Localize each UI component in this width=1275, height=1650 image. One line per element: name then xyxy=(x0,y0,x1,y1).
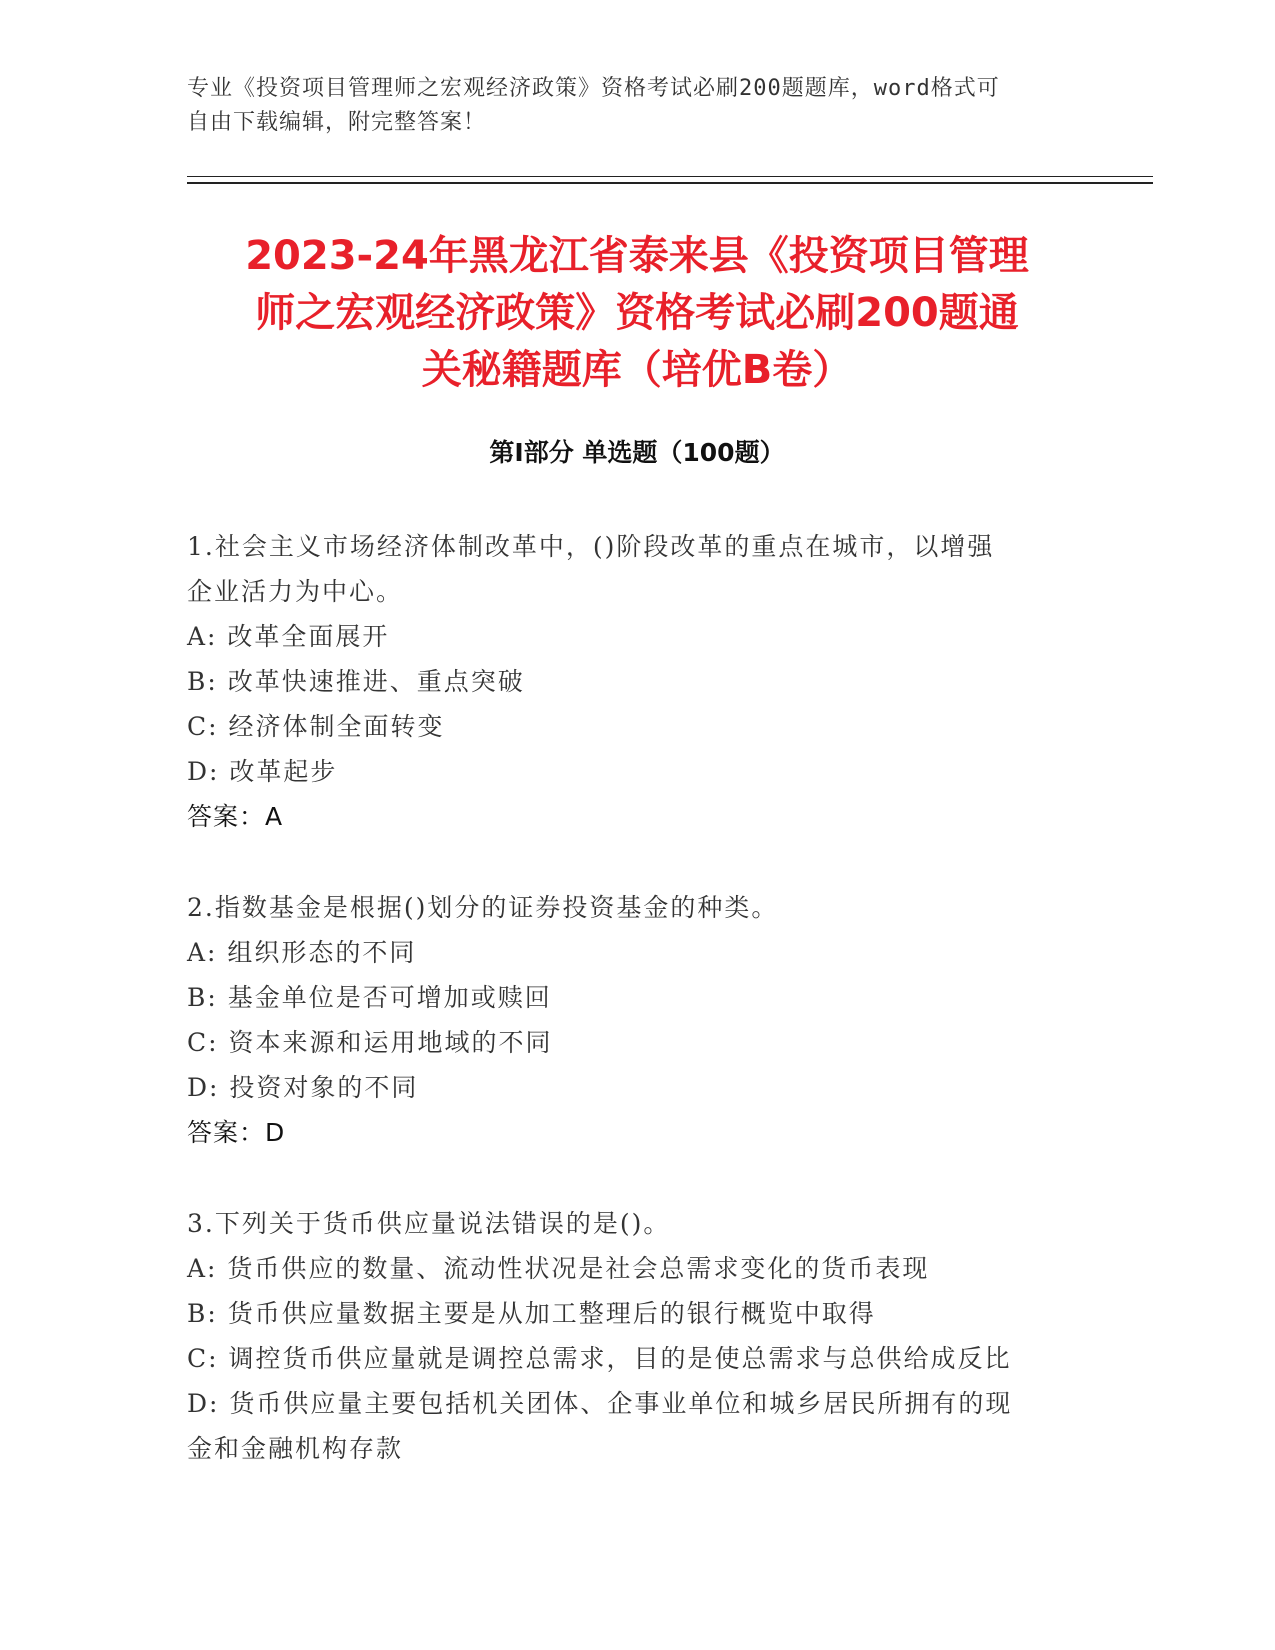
option-b: B: 改革快速推进、重点突破 xyxy=(187,667,525,696)
question-item xyxy=(187,885,1067,1155)
question-item xyxy=(187,524,1067,839)
header-note-line-1: 专业《投资项目管理师之宏观经济政策》资格考试必刷200题题库，word格式可 xyxy=(187,76,1000,101)
section-heading: 第Ⅰ部分 单选题（100题） xyxy=(489,438,785,467)
answer-line: 答案：D xyxy=(187,1118,286,1147)
option-a: A: 组织形态的不同 xyxy=(187,938,417,967)
header-note-line-2: 自由下载编辑，附完整答案！ xyxy=(187,110,487,135)
option-c: C: 经济体制全面转变 xyxy=(187,712,445,741)
answer-line: 答案：A xyxy=(187,802,284,831)
option-d: D: 货币供应量主要包括机关团体、企事业单位和城乡居民所拥有的现 xyxy=(187,1389,1013,1418)
option-a: A: 改革全面展开 xyxy=(187,622,390,651)
header-divider-bottom xyxy=(187,182,1153,184)
document-title-line-2: 师之宏观经济政策》资格考试必刷200题通 xyxy=(255,290,1019,336)
option-b: B: 基金单位是否可增加或赎回 xyxy=(187,983,552,1012)
option-c: C: 资本来源和运用地域的不同 xyxy=(187,1028,553,1057)
document-title-line-1: 2023-24年黑龙江省泰来县《投资项目管理 xyxy=(245,233,1029,279)
question-list xyxy=(187,524,1067,1517)
option-d: D: 投资对象的不同 xyxy=(187,1073,419,1102)
header-divider-top xyxy=(187,176,1153,177)
option-b: B: 货币供应量数据主要是从加工整理后的银行概览中取得 xyxy=(187,1299,876,1328)
option-d: D: 改革起步 xyxy=(187,757,338,786)
document-title-line-3: 关秘籍题库（培优B卷） xyxy=(421,347,853,393)
option-d-continued: 金和金融机构存款 xyxy=(187,1434,404,1463)
question-stem: 1.社会主义市场经济体制改革中，()阶段改革的重点在城市，以增强 xyxy=(187,532,995,561)
option-a: A: 货币供应的数量、流动性状况是社会总需求变化的货币表现 xyxy=(187,1254,930,1283)
option-c: C: 调控货币供应量就是调控总需求，目的是使总需求与总供给成反比 xyxy=(187,1344,1012,1373)
document-header-note xyxy=(187,72,1067,140)
question-item xyxy=(187,1201,1067,1471)
document-title xyxy=(187,228,1087,399)
question-stem-continued: 企业活力为中心。 xyxy=(187,577,404,606)
question-stem: 2.指数基金是根据()划分的证券投资基金的种类。 xyxy=(187,893,779,922)
question-stem: 3.下列关于货币供应量说法错误的是()。 xyxy=(187,1209,671,1238)
